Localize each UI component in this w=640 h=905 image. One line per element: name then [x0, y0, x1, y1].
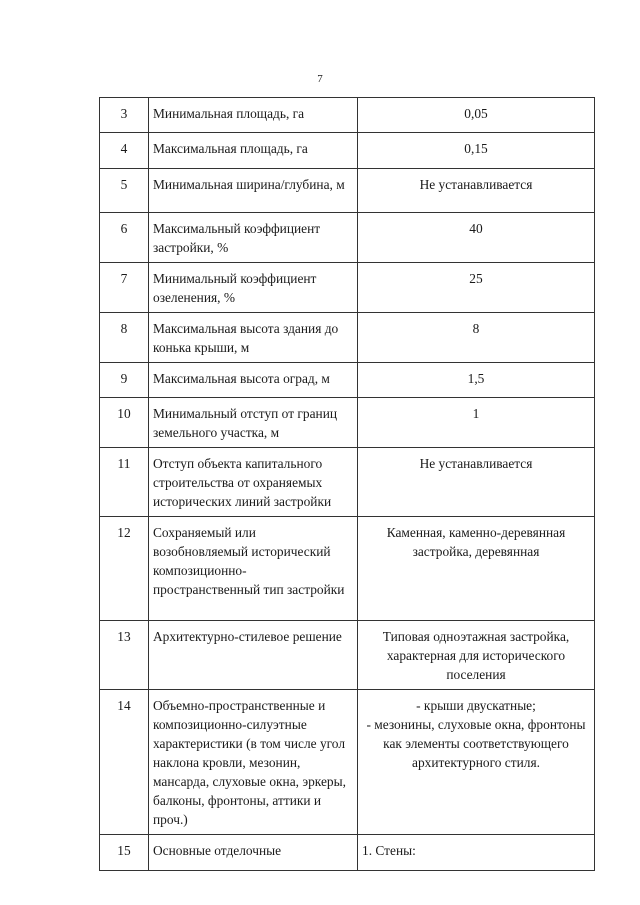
- parameter-name: Максимальная высота здания до конька крыши, м: [149, 313, 358, 363]
- row-number: 11: [100, 448, 149, 517]
- parameter-value: 25: [358, 263, 595, 313]
- parameter-value: 1: [358, 398, 595, 448]
- table-row: [100, 313, 595, 363]
- row-number: 3: [100, 98, 149, 133]
- parameter-value: 8: [358, 313, 595, 363]
- parameter-name: Объемно-пространственные и композиционно-силуэтные характеристики (в том числе угол наклона кровли, мезонин, мансарда, слуховые окна, эркеры, балконы, фронтоны, аттики и проч.): [149, 690, 358, 835]
- row-number: 4: [100, 133, 149, 169]
- parameter-name: Минимальный отступ от границ земельного участка, м: [149, 398, 358, 448]
- row-number: 10: [100, 398, 149, 448]
- row-number: 6: [100, 213, 149, 263]
- parameter-value: Не устанавливается: [358, 448, 595, 517]
- row-number: 13: [100, 621, 149, 690]
- table-row: [100, 213, 595, 263]
- table-row: [100, 690, 595, 835]
- parameter-name: Максимальная площадь, га: [149, 133, 358, 169]
- parameter-name: Минимальный коэффициент озеленения, %: [149, 263, 358, 313]
- table-row: [100, 169, 595, 213]
- table-row: [100, 398, 595, 448]
- page-number: 7: [317, 73, 323, 85]
- parameter-name: Минимальная ширина/глубина, м: [149, 169, 358, 213]
- parameter-value: Каменная, каменно-деревянная застройка, деревянная: [358, 517, 595, 621]
- value-line: - мезонины, слуховые окна, фронтоны как элементы соответствующего архитектурного стиля.: [366, 717, 586, 770]
- parameter-value: 1,5: [358, 363, 595, 398]
- row-number: 15: [100, 835, 149, 871]
- parameter-name: Отступ объекта капитального строительства от охраняемых исторических линий застройки: [149, 448, 358, 517]
- table-row: [100, 263, 595, 313]
- parameter-value: Не устанавливается: [358, 169, 595, 213]
- row-number: 9: [100, 363, 149, 398]
- parameter-value: 0,05: [358, 98, 595, 133]
- parameter-name: Минимальная площадь, га: [149, 98, 358, 133]
- table-row: [100, 133, 595, 169]
- row-number: 5: [100, 169, 149, 213]
- row-number: 8: [100, 313, 149, 363]
- table-row: [100, 363, 595, 398]
- table-row: [100, 517, 595, 621]
- parameter-value: 40: [358, 213, 595, 263]
- parameter-name: Максимальная высота оград, м: [149, 363, 358, 398]
- value-line: - крыши двускатные;: [416, 698, 536, 713]
- table-row: [100, 835, 595, 871]
- parameter-name: Максимальный коэффициент застройки, %: [149, 213, 358, 263]
- parameters-table: [99, 97, 595, 871]
- parameter-value: 0,15: [358, 133, 595, 169]
- parameter-value: 1. Стены:: [358, 835, 595, 871]
- parameter-value: Типовая одноэтажная застройка, характерная для исторического поселения: [358, 621, 595, 690]
- table-row: [100, 98, 595, 133]
- row-number: 12: [100, 517, 149, 621]
- row-number: 14: [100, 690, 149, 835]
- table-row: [100, 448, 595, 517]
- parameter-value: [358, 690, 595, 835]
- parameter-name: Архитектурно-стилевое решение: [149, 621, 358, 690]
- table-row: [100, 621, 595, 690]
- row-number: 7: [100, 263, 149, 313]
- parameter-name: Сохраняемый или возобновляемый исторический композиционно-пространственный тип застройки: [149, 517, 358, 621]
- parameter-name: Основные отделочные: [149, 835, 358, 871]
